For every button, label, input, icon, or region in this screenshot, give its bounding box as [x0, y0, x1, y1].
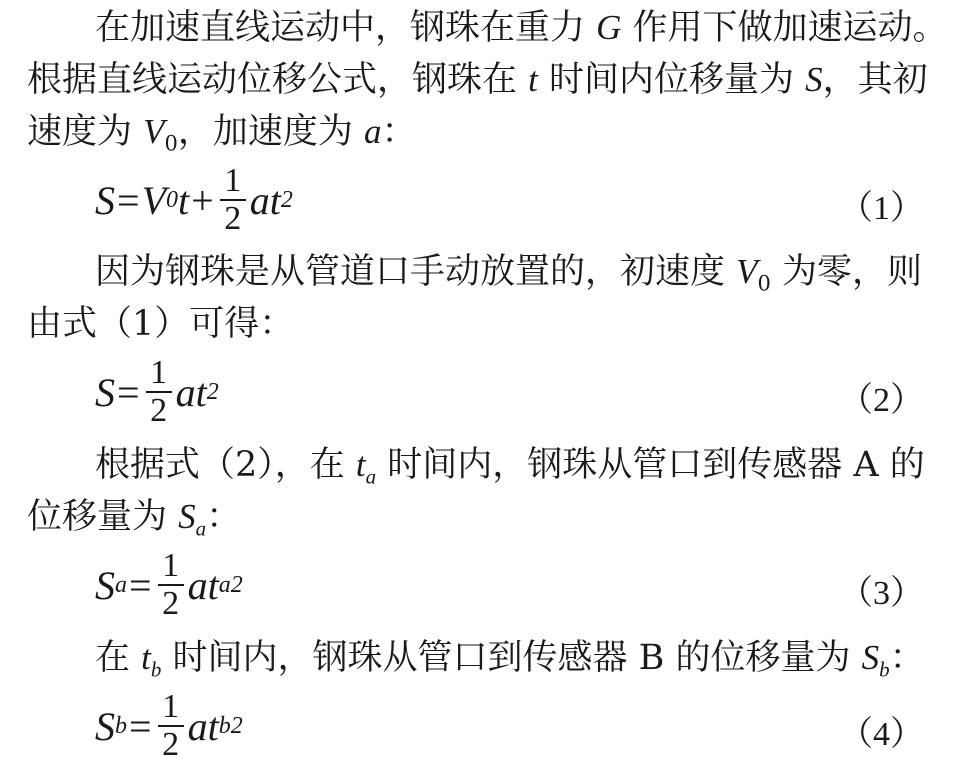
equation-2: S = $\frac{1}{2}$ at 2	[95, 354, 219, 429]
numerator: 1	[224, 162, 242, 199]
equation-number-1: （1）	[839, 190, 924, 227]
subscript: a	[365, 464, 377, 489]
denominator: 2	[224, 200, 242, 237]
text-run: 在	[95, 638, 142, 678]
denominator: 2	[162, 585, 180, 622]
var-a: a	[364, 112, 382, 151]
var-t: t	[355, 445, 366, 484]
numerator: 1	[162, 688, 180, 725]
text-run: 时间内，钢珠从管口到传感器 A 的	[376, 445, 925, 485]
equation-3: S a = $\frac{1}{2}$ at a 2	[95, 547, 243, 622]
subscript: 0	[164, 131, 178, 156]
fraction	[146, 355, 172, 429]
equation-number-4: （4）	[839, 716, 924, 753]
paragraph-1-line-1	[95, 6, 948, 50]
text-run: 根据直线运动位移公式，钢珠在	[27, 60, 529, 100]
var-s: S	[861, 638, 880, 677]
equals-sign: =	[129, 562, 152, 608]
subscript: b	[150, 657, 162, 682]
text-run: 为零，则	[770, 252, 923, 292]
text-run: 时间内，钢珠从管口到传感器 B 的位移量为	[161, 638, 862, 678]
eq-term: at	[175, 369, 207, 415]
text-run: 时间内位移量为	[537, 60, 806, 100]
text-run: ，其初	[822, 60, 928, 100]
paragraph-1-line-2	[27, 58, 947, 102]
text-run: 位移量为	[27, 497, 179, 537]
var-v: V	[143, 112, 165, 151]
equals-sign: =	[129, 703, 152, 749]
denominator: 2	[162, 726, 180, 763]
text-run: 作用下做加速运动。	[621, 8, 948, 48]
eq-lhs: S	[95, 369, 115, 415]
numerator: 1	[162, 547, 180, 584]
text-run: 根据式（2），在	[95, 445, 356, 485]
denominator: 2	[150, 392, 168, 429]
equation-number-3: （3）	[839, 575, 924, 612]
var-v: V	[736, 252, 758, 291]
paragraph-3-line-2	[27, 495, 947, 539]
text-run: 在加速直线运动中，钢珠在重力	[95, 8, 597, 48]
fraction	[158, 689, 184, 763]
var-t: t	[141, 638, 151, 677]
eq-var-t: t	[178, 177, 190, 223]
paragraph-1-line-3	[27, 110, 947, 154]
eq-lhs: S	[95, 703, 115, 749]
eq-term: at	[187, 703, 219, 749]
var-s: S	[805, 60, 823, 99]
equation-1: S = V 0 t + $\frac{1}{2}$ at 2	[95, 162, 293, 237]
text-run: 因为钢珠是从管道口手动放置的，初速度	[95, 252, 737, 292]
subscript: a	[195, 516, 207, 541]
var-g: G	[596, 8, 622, 47]
text-run: 由式（1）可得：	[27, 304, 295, 344]
eq-var-v: V	[141, 177, 166, 223]
equals-sign: =	[117, 369, 140, 415]
equation-4: S b = $\frac{1}{2}$ at b 2	[95, 688, 243, 763]
text-run: 速度为	[27, 112, 144, 152]
equation-number-2: （2）	[839, 382, 924, 419]
eq-lhs: S	[95, 177, 115, 223]
fraction	[158, 548, 184, 622]
eq-lhs: S	[95, 562, 115, 608]
paragraph-2-line-1	[95, 250, 945, 294]
var-t: t	[528, 60, 538, 99]
fraction	[220, 163, 246, 237]
paragraph-4-line-1	[95, 636, 945, 680]
paragraph-3-line-1	[95, 443, 945, 487]
subscript: 0	[757, 271, 771, 296]
equals-sign: =	[117, 177, 140, 223]
plus-sign: +	[191, 177, 214, 223]
paragraph-2-line-2	[27, 302, 947, 346]
text-run: ：	[889, 638, 925, 678]
text-run: ，加速度为	[177, 112, 365, 152]
numerator: 1	[150, 354, 168, 391]
text-run: ：	[206, 497, 242, 537]
eq-term: at	[187, 562, 219, 608]
var-s: S	[178, 497, 196, 536]
eq-term: at	[249, 177, 281, 223]
subscript: b	[879, 657, 890, 682]
text-run: ：	[381, 112, 417, 152]
